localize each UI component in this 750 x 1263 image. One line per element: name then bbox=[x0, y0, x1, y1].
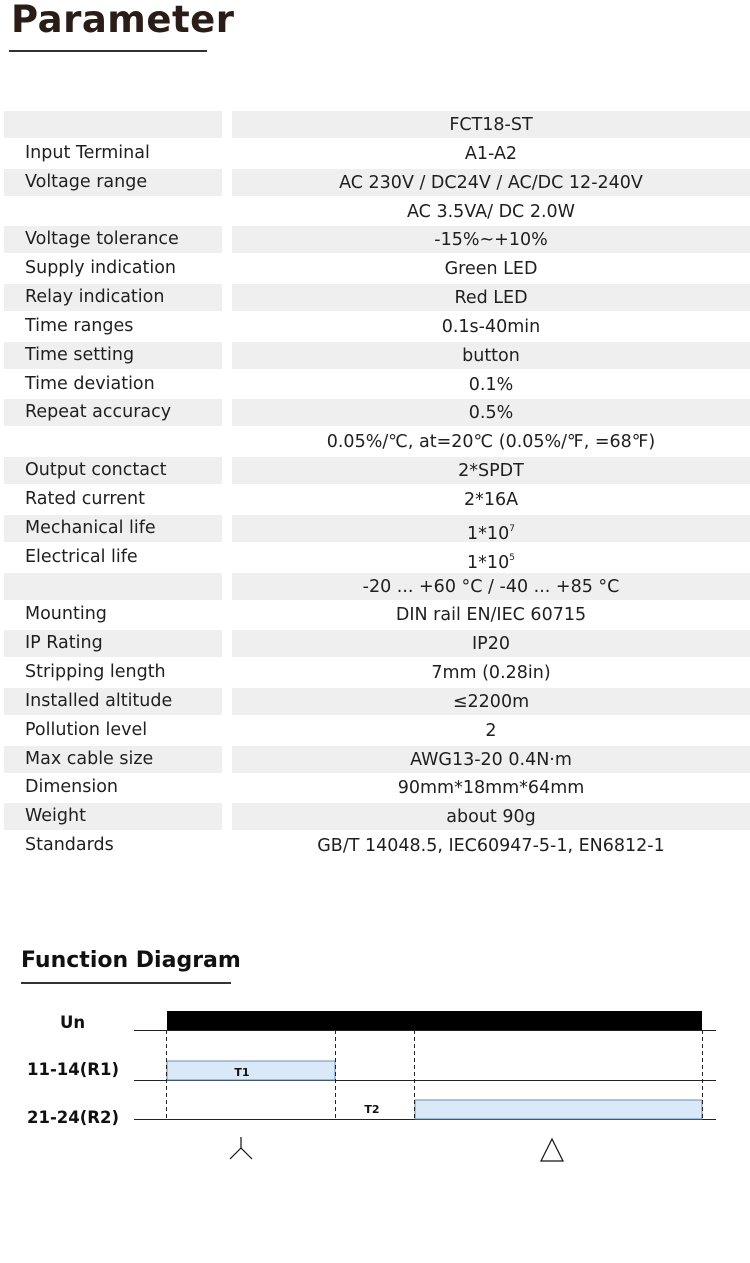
spec-value-base: 1*10 bbox=[467, 523, 510, 544]
spec-label: Relay indication bbox=[4, 284, 222, 311]
spec-row bbox=[4, 543, 750, 572]
title-underline bbox=[9, 50, 207, 52]
spec-row bbox=[4, 802, 750, 831]
spec-row bbox=[4, 716, 750, 745]
spec-label: Input Terminal bbox=[25, 142, 150, 163]
spec-label: Output conctact bbox=[4, 457, 222, 484]
spec-row bbox=[4, 572, 750, 601]
spec-label: IP Rating bbox=[4, 630, 222, 657]
spec-value: 2*SPDT bbox=[232, 457, 750, 484]
spec-label: Electrical life bbox=[25, 546, 138, 567]
spec-label: Voltage tolerance bbox=[4, 226, 222, 253]
spec-value: AC 3.5VA/ DC 2.0W bbox=[407, 201, 575, 222]
spec-label: Mounting bbox=[25, 604, 107, 625]
spec-row bbox=[4, 168, 750, 197]
spec-value: -20 ... +60 °C / -40 ... +85 °C bbox=[232, 573, 750, 600]
spec-label: Max cable size bbox=[4, 746, 222, 773]
button-press-icon bbox=[230, 1137, 252, 1159]
spec-row bbox=[4, 485, 750, 514]
spec-row bbox=[4, 687, 750, 716]
spec-label: Mechanical life bbox=[4, 515, 222, 542]
spec-value: 90mm*18mm*64mm bbox=[397, 778, 585, 799]
spec-label: Standards bbox=[25, 835, 114, 856]
spec-value: Green LED bbox=[444, 259, 538, 280]
signal-label-r2: 21-24(R2) bbox=[27, 1108, 120, 1127]
function-diagram-underline bbox=[21, 982, 231, 984]
spec-row bbox=[4, 312, 750, 341]
spec-table bbox=[4, 110, 750, 860]
spec-value bbox=[232, 544, 750, 571]
spec-label: Pollution level bbox=[25, 719, 148, 740]
spec-row bbox=[4, 456, 750, 485]
spec-row bbox=[4, 600, 750, 629]
spec-label: Time deviation bbox=[25, 373, 155, 394]
signal-label-r1: 11-14(R1) bbox=[27, 1060, 120, 1079]
spec-value: about 90g bbox=[232, 803, 750, 830]
spec-label: Time ranges bbox=[25, 315, 134, 336]
spec-row bbox=[4, 341, 750, 370]
spec-value: 2 bbox=[485, 720, 497, 741]
function-diagram-title: Function Diagram bbox=[21, 948, 241, 973]
spec-row bbox=[4, 629, 750, 658]
spec-row bbox=[4, 658, 750, 687]
spec-label bbox=[4, 111, 222, 138]
spec-row bbox=[4, 139, 750, 168]
t1-label: T1 bbox=[234, 1066, 250, 1079]
spec-value: AC 230V / DC24V / AC/DC 12-240V bbox=[232, 169, 750, 196]
spec-value: -15%~+10% bbox=[232, 226, 750, 253]
spec-value: Red LED bbox=[232, 284, 750, 311]
spec-value: 0.5% bbox=[232, 399, 750, 426]
spec-value: 0.1s-40min bbox=[441, 316, 541, 337]
r2-pulse bbox=[415, 1100, 702, 1119]
spec-label bbox=[4, 573, 222, 600]
spec-row bbox=[4, 254, 750, 283]
spec-row bbox=[4, 370, 750, 399]
spec-value-base: 1*10 bbox=[467, 552, 510, 573]
spec-row bbox=[4, 197, 750, 226]
spec-label: Voltage range bbox=[4, 169, 222, 196]
spec-label: Repeat accuracy bbox=[4, 399, 222, 426]
signal-label-un: Un bbox=[60, 1013, 86, 1032]
spec-value: GB/T 14048.5, IEC60947-5-1, EN6812-1 bbox=[317, 836, 665, 857]
spec-value: ≤2200m bbox=[232, 688, 750, 715]
spec-row bbox=[4, 398, 750, 427]
spec-value: 7mm (0.28in) bbox=[431, 663, 551, 684]
spec-row bbox=[4, 745, 750, 774]
spec-row bbox=[4, 225, 750, 254]
spec-value: 2*16A bbox=[463, 489, 519, 510]
t2-label: T2 bbox=[364, 1103, 380, 1116]
spec-label: Supply indication bbox=[25, 258, 176, 279]
spec-label: Dimension bbox=[25, 777, 119, 798]
supply-on-bar bbox=[167, 1011, 702, 1030]
spec-value-exponent: 5 bbox=[509, 552, 515, 563]
spec-row bbox=[4, 514, 750, 543]
spec-label: Installed altitude bbox=[4, 688, 222, 715]
r1-pulse bbox=[167, 1061, 335, 1080]
spec-row bbox=[4, 831, 750, 860]
spec-label: Stripping length bbox=[25, 662, 166, 683]
spec-row bbox=[4, 773, 750, 802]
spec-label bbox=[4, 198, 222, 225]
page-title: Parameter bbox=[11, 0, 235, 41]
spec-row bbox=[4, 283, 750, 312]
spec-value: FCT18-ST bbox=[232, 111, 750, 138]
spec-row bbox=[4, 427, 750, 456]
spec-value bbox=[232, 515, 750, 542]
spec-value: AWG13-20 0.4N·m bbox=[232, 746, 750, 773]
spec-label: Weight bbox=[4, 803, 222, 830]
spec-value: A1-A2 bbox=[464, 143, 518, 164]
spec-value: DIN rail EN/IEC 60715 bbox=[395, 605, 587, 626]
spec-value: 0.05%/℃, at=20℃ (0.05%/℉, =68℉) bbox=[326, 432, 656, 453]
spec-value: button bbox=[232, 342, 750, 369]
spec-value: IP20 bbox=[232, 630, 750, 657]
spec-label bbox=[4, 428, 222, 455]
triangle-icon bbox=[541, 1139, 563, 1161]
spec-label: Time setting bbox=[4, 342, 222, 369]
spec-label: Rated current bbox=[25, 488, 145, 509]
spec-value-exponent: 7 bbox=[509, 523, 515, 534]
timing-diagram bbox=[0, 1000, 750, 1180]
spec-row bbox=[4, 110, 750, 139]
spec-value: 0.1% bbox=[468, 374, 514, 395]
